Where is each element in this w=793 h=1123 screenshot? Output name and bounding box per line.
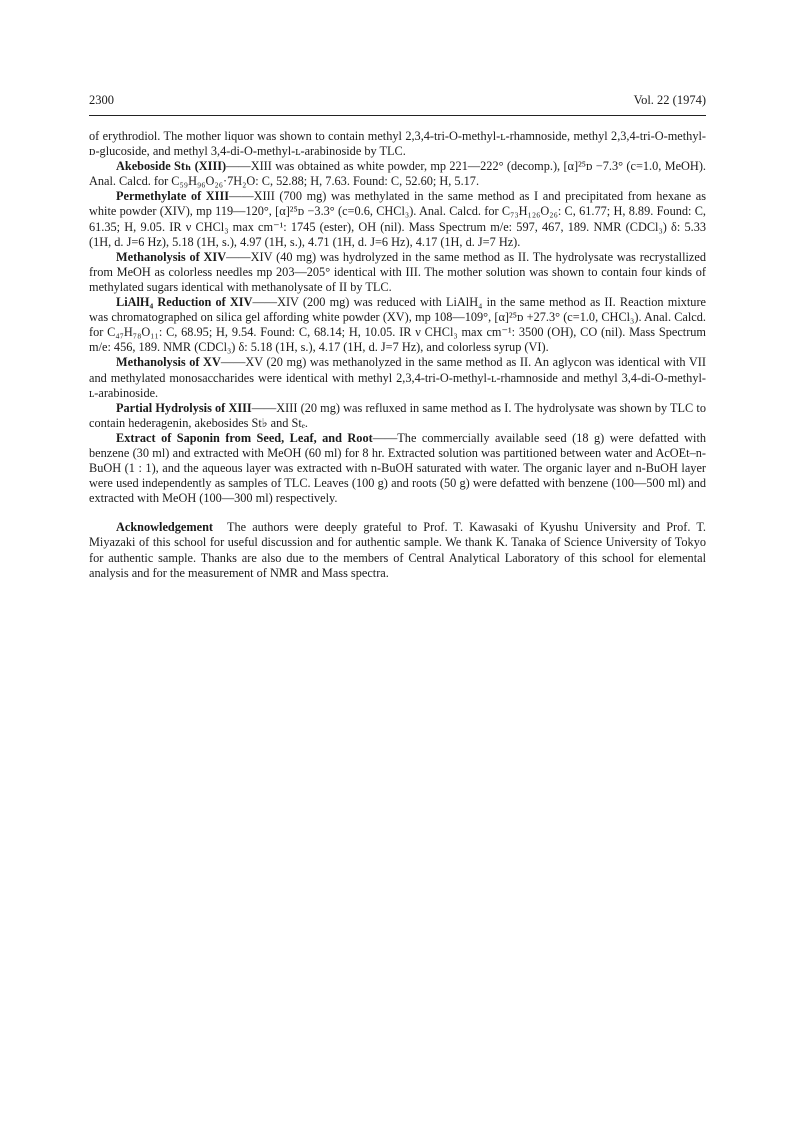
paragraph-text: ——The commercially available seed (18 g) were defatted with benzene (30 ml) and extracted with MeOH (60 ml) for 8 hr. Extracted solution was partitioned between water and AcOEt–n-BuOH (1 : 1), and the aqueous layer was extracted with n-BuOH saturated with water. The organic layer and n-BuOH layer were used independently as samples of TLC. Leaves (100 g) and roots (50 g) were defatted with benzene (100—500 ml) and extracted with MeOH (100—300 ml) respectively. xyxy=(89,430,707,506)
paragraph-text: ——XV (20 mg) was methanolyzed in the same method as II. An aglycon was identical with VII and methylated monosaccharides were identical with methyl 2,3,4-tri-O-methyl-ʟ-rhamnoside and methyl 3,4-di-O-methyl-ʟ-arabinoside. xyxy=(89,355,706,400)
paragraph-permethylate xyxy=(89,189,706,249)
paragraph-text: of erythrodiol. The mother liquor was shown to contain methyl 2,3,4-tri-O-methyl-ʟ-rhamnoside, methyl 2,3,4-tri-O-methyl-ᴅ-glucoside, and methyl 3,4-di-O-methyl-ʟ-arabinoside by TLC. xyxy=(89,129,706,159)
paragraph-heading: Permethylate of XIII xyxy=(116,189,230,204)
paragraph-extract-saponin xyxy=(89,431,706,506)
paragraph-heading: Extract of Saponin from Seed, Leaf, and Root xyxy=(116,430,373,445)
acknowledgement-heading: Acknowledgement xyxy=(116,520,214,535)
paragraph-text: ——XIV (200 mg) was reduced with LiAlH₄ in the same method as II. Reaction mixture was chromatographed on silica gel affording white powder (XV), mp 108—109°, [α]²⁵ᴅ +27.3° (c=1.0, CHCl₃). Anal. Calcd. for C₄₇H₇₈O₁₁: C, 68.95; H, 9.54. Found: C, 68.14; H, 10.05. IR ν CHCl₃ max cm⁻¹: 3500 (OH), CO (nil). Mass Spectrum m/e: 456, 189. NMR (CDCl₃) δ: 5.18 (1H, s.), 4.17 (1H, d. J=7 Hz), and colorless syrup (VI). xyxy=(89,295,707,355)
paragraph-methanolysis-xiv xyxy=(89,250,706,295)
experimental-section xyxy=(89,129,706,581)
volume-info: Vol. 22 (1974) xyxy=(633,93,706,107)
paragraph-text: ——XIII (700 mg) was methylated in the same method as I and precipitated from hexane as white powder (XIV), mp 119—120°, [α]²⁵ᴅ −3.3° (c=0.6, CHCl₃). Anal. Calcd. for C₇₃H₁₂₆O₂₆: C, 61.77; H, 8.89. Found: C, 61.35; H, 9.05. IR ν CHCl₃ max cm⁻¹: 1745 (ester), OH (nil). Mass Spectrum m/e: 597, 467, 189. NMR (CDCl₃) δ: 5.33 (1H, d. J=6 Hz), 5.18 (1H, s.), 4.97 (1H, s.), 4.71 (1H, d. J=6 Hz), 4.17 (1H, d. J=7 Hz). xyxy=(89,189,706,249)
paragraph-erythrodiol xyxy=(89,129,706,159)
paragraph-methanolysis-xv xyxy=(89,355,706,400)
paragraph-lialh4-reduction xyxy=(89,295,706,355)
acknowledgement-paragraph xyxy=(89,520,706,580)
paragraph-heading: Methanolysis of XV xyxy=(116,355,221,370)
paragraph-akeboside xyxy=(89,159,706,189)
paragraph-heading: Partial Hydrolysis of XIII xyxy=(116,400,252,415)
acknowledgement-text: The authors were deeply grateful to Prof. T. Kawasaki of Kyushu University and Prof. T. Miyazaki of this school for useful discussion and for authentic sample. We thank K. Tanaka of Science University of Tokyo for authentic sample. Thanks are also due to the members of Central Analytical Laboratory of this school for elemental analysis and for the measurement of NMR and Mass spectra. xyxy=(89,520,706,580)
paragraph-heading: Methanolysis of XIV xyxy=(116,249,227,264)
page-header xyxy=(89,93,706,116)
paragraph-heading: Akeboside Stₕ (XIII) xyxy=(116,159,227,174)
paragraph-partial-hydrolysis xyxy=(89,401,706,431)
paragraph-text: ——XIII (20 mg) was refluxed in same method as I. The hydrolysate was shown by TLC to contain hederagenin, akebosides St♭ and Stₑ. xyxy=(89,400,706,430)
paragraph-text: ——XIV (40 mg) was hydrolyzed in the same method as II. The hydrolysate was recrystallized from MeOH as colorless needles mp 203—205° identical with III. The mother solution was shown to contain four kinds of methylated sugars identical with methanolysate of II by TLC. xyxy=(89,249,706,294)
paragraph-text: ——XIII was obtained as white powder, mp 221—222° (decomp.), [α]²⁵ᴅ −7.3° (c=1.0, MeOH). Anal. Calcd. for C₅₉H₉₆O₂₆·7H₂O: C, 52.88; H, 7.63. Found: C, 52.60; H, 5.17. xyxy=(89,159,706,189)
paragraph-heading: LiAlH₄ Reduction of XIV xyxy=(116,295,253,310)
page-number: 2300 xyxy=(89,93,114,107)
